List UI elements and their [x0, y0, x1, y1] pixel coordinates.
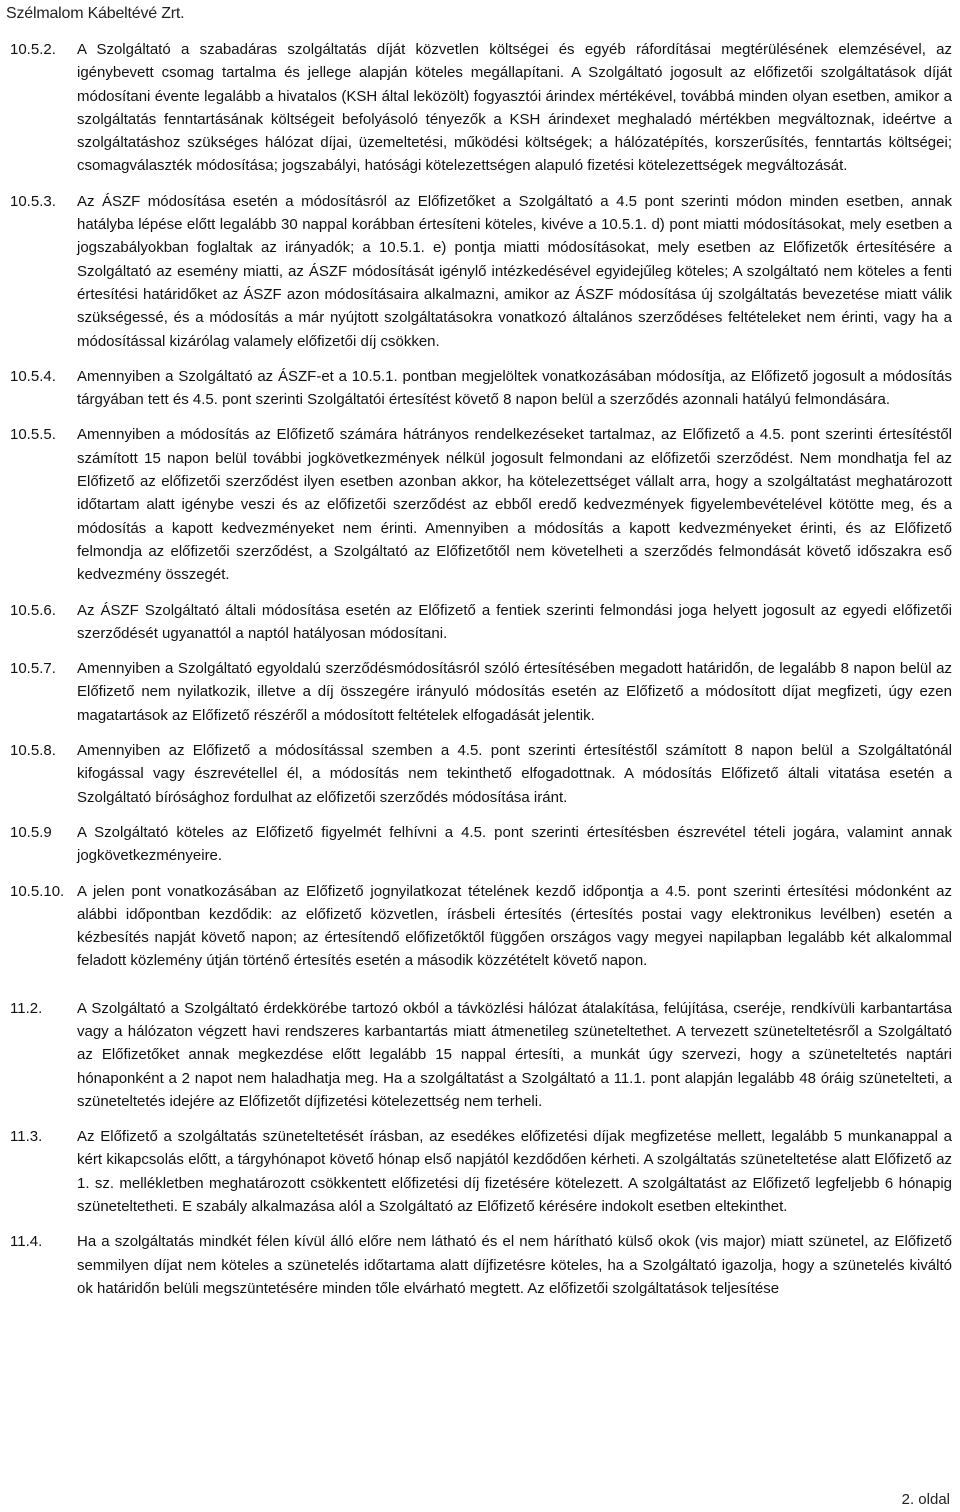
clause-10-5-10: [10, 880, 952, 973]
clause-number: 10.5.7.: [10, 660, 56, 678]
clause-number: 11.2.: [10, 999, 43, 1017]
clause-text: Az ÁSZF módosítása esetén a módosításról az Előfizetőket a Szolgáltató a 4.5 pont szerinti módon minden esetben, annak hatályba lépése előtt legalább 30 nappal korábban értesíteni köteles, kivéve a 10.5.1. d) pont miatti módosításokat, mely esetben a jogszabályokban foglaltak az irányadók; a 10.5.1. e) pontja miatti módosításokat, mely esetben az Előfizetők értesítésére a Szolgáltató az esemény miatti, az ÁSZF módosítását igénylő intézkedésével egyidejűleg köteles; A szolgáltató nem köteles a fenti értesítési határidőket az ÁSZF azon módosításaira alkalmazni, amikor az ÁSZF módosítása új szolgáltatás bevezetése miatt válik szükségessé, és a módosítás a már nyújtott szolgáltatásokra vonatkozó általános szerződéses feltételeket nem érinti, vagy ha a módosítással kizárólag valamely előfizetői díj csökken.: [77, 192, 952, 350]
clause-text: Amennyiben a Szolgáltató egyoldalú szerződésmódosításról szóló értesítésében megadott határidőn, de legalább 8 napon belül az Előfizető nem nyilatkozik, illetve a díj összegére irányuló módosítás esetén az Előfizető a módosított díjat megfizeti, úgy ezen magatartások az Előfizető részéről a módosított feltételek elfogadását jelentik.: [77, 660, 952, 724]
clause-text: Az ÁSZF Szolgáltató általi módosítása esetén az Előfizető a fentiek szerinti felmondási joga helyett jogosult az egyedi előfizetői szerződését ugyanattól a naptól hatályosan módosítani.: [77, 601, 952, 642]
clause-number: 10.5.2.: [10, 41, 56, 58]
clause-11-3: [10, 1125, 952, 1218]
clause-text: A Szolgáltató a Szolgáltató érdekkörébe tartozó okból a távközlési hálózat átalakítása, felújítása, cseréje, rendkívüli karbantartása vagy a hálózaton végzett havi rendszeres karbantartás miatt átmenetileg szüneteltethet. A tervezett szüneteltetésről a Szolgáltató az Előfizetőket annak megkezdése előtt legalább 15 nappal értesíti, a munkát úgy szervezi, hogy a szüneteltetés naptári hónaponként a 2 napot nem haladhatja meg. Ha a szolgáltatást a Szolgáltató a 11.1. pont alapján legalább 48 óráig szünetelteti, a szüneteltetés idejére az Előfizetőt díjfizetési kötelezettség nem terheli.: [77, 999, 952, 1110]
clause-number: 10.5.6.: [10, 601, 56, 619]
clause-number: 10.5.3.: [10, 192, 56, 210]
clause-text: A Szolgáltató köteles az Előfizető figyelmét felhívni a 4.5. pont szerinti értesítésben észrevétel tételi jogára, valamint annak jogkövetkezményeire.: [77, 823, 952, 865]
clause-10-5-3: [10, 190, 952, 353]
clause-10-5-7: [10, 657, 952, 727]
clause-number: 11.4.: [10, 1233, 43, 1251]
clause-text: Ha a szolgáltatás mindkét félen kívül álló előre nem látható és el nem hárítható külső okok (vis major) miatt szünetel, az Előfizető semmilyen díjat nem köteles a szünetelés időtartama alatt díjfizetésre köteles, ha a Szolgáltató igazolja, hogy a szünetelés kiváltó ok határidőn belüli megszüntetésére minden tőle elvárható megtett. Az előfizetői szolgáltatások teljesítése: [77, 1233, 952, 1297]
clause-10-5-8: [10, 739, 952, 809]
clause-number: 10.5.5.: [10, 426, 56, 444]
clause-text: Amennyiben a Szolgáltató az ÁSZF-et a 10.5.1. pontban megjelöltek vonatkozásában módosítja, az Előfizető jogosult a módosítás tárgyában tett és 4.5. pont szerinti Szolgáltatói értesítést követő 8 napon belül a szerződés azonnali hatályú felmondására.: [77, 367, 952, 409]
document-body: [10, 38, 952, 1300]
clause-text: Amennyiben az Előfizető a módosítással szemben a 4.5. pont szerinti értesítéstől számított 8 napon belül a Szolgáltatónál kifogással vagy észrevétellel él, a módosítás nem tekinthető elfogadottnak. A módosítás Előfizető általi vitatása esetén a Szolgáltató bírósághoz fordulhat az előfizetői szerződés módosítása iránt.: [77, 742, 952, 806]
clause-text: A jelen pont vonatkozásában az Előfizető jognyilatkozat tételének kezdő időpontja a 4.5. pont szerinti értesítési módonként az alábbi időpontban kezdődik: az előfizető közvetlen, írásbeli értesítés (értesítés postai vagy elektronikus levélben) esetén a kézbesítés napját követő napon; az értesítendő előfizetőktől függően országos vagy megyei napilapban legalább két alkalommal feladott közlemény útján történő értesítés esetén a második közzétételt követő napon.: [77, 882, 952, 970]
clause-text: Az Előfizető a szolgáltatás szüneteltetését írásban, az esedékes előfizetési díjak megfizetése mellett, legalább 5 munkanappal a kért kikapcsolás előtt, a tárgyhónapot követő hónap első napjától kezdődően kérheti. A szolgáltatás szüneteltetése alatt Előfizető az 1. sz. mellékletben meghatározott csökkentett előfizetési díj fizetésére kötelezett. A szolgáltatást az Előfizető legfeljebb 6 hónapig szüneteltetheti. E szabály alkalmazása alól a Szolgáltató az Előfizető kérésére indokolt esetben eltekinthet.: [77, 1128, 952, 1216]
clause-10-5-4: [10, 365, 952, 412]
clause-10-5-2: [10, 38, 952, 178]
clause-text: A Szolgáltató a szabadáras szolgáltatás díját közvetlen költségei és egyéb ráfordításai megtérülésének elemzésével, az igénybevett csomag tartalma és jellege alapján köteles megállapítani. A Szolgáltató jogosult az előfizetői szolgáltatások díját módosítani évente legalább a hivatalos (KSH által leközölt) fogyasztói árindex mértékével, továbbá minden olyan esetben, amikor a szolgáltatás fenntartásának költségeit befolyásoló tényezők a KSH árindexet meghaladó mértékben megváltoznak, ideértve a szolgáltatáshoz szükséges hálózat díjai, üzemeltetési, működési költségek; a hálózatépítés, korszerűsítés, fenntartás költségei; csomagválaszték módosítása; jogszabályi, hatósági kötelezettségen alapuló fizetési kötelezettségek megváltozását.: [77, 41, 952, 175]
clause-number: 10.5.9: [10, 823, 52, 841]
clause-11-2: [10, 997, 952, 1113]
clause-number: 10.5.8.: [10, 742, 56, 760]
clause-11-4: [10, 1230, 952, 1300]
clause-number: 11.3.: [10, 1128, 43, 1146]
clause-text: Amennyiben a módosítás az Előfizető számára hátrányos rendelkezéseket tartalmaz, az Előfizető a 4.5. pont szerinti értesítéstől számított 15 napon belül további jogkövetkezmények nélkül jogosult felmondani az előfizetői szerződést. Nem mondhatja fel az Előfizető az előfizetői szerződést ilyen esetben azonban akkor, ha kötelezettséget vállalt arra, hogy a szolgáltatást meghatározott időtartam alatt igénybe veszi és az előfizetői szerződést az ebből eredő kedvezmények figyelembevételével kötötte meg, és a módosítás a kapott kedvezményeket nem érinti. Amennyiben a módosítás a kapott kedvezményeket érinti, és az Előfizető felmondja az előfizetői szerződést, a Szolgáltató az Előfizetőtől nem követelheti a szerződés felmondását követő időszakra eső kedvezmény összegét.: [77, 426, 952, 584]
clause-10-5-5: [10, 423, 952, 586]
clause-number: 10.5.10.: [10, 882, 65, 900]
clause-10-5-9: [10, 821, 952, 868]
clause-10-5-6: [10, 599, 952, 646]
company-header: Szélmalom Kábeltévé Zrt.: [6, 5, 185, 22]
page-number: 2. oldal: [901, 1491, 950, 1508]
clause-number: 10.5.4.: [10, 367, 56, 385]
